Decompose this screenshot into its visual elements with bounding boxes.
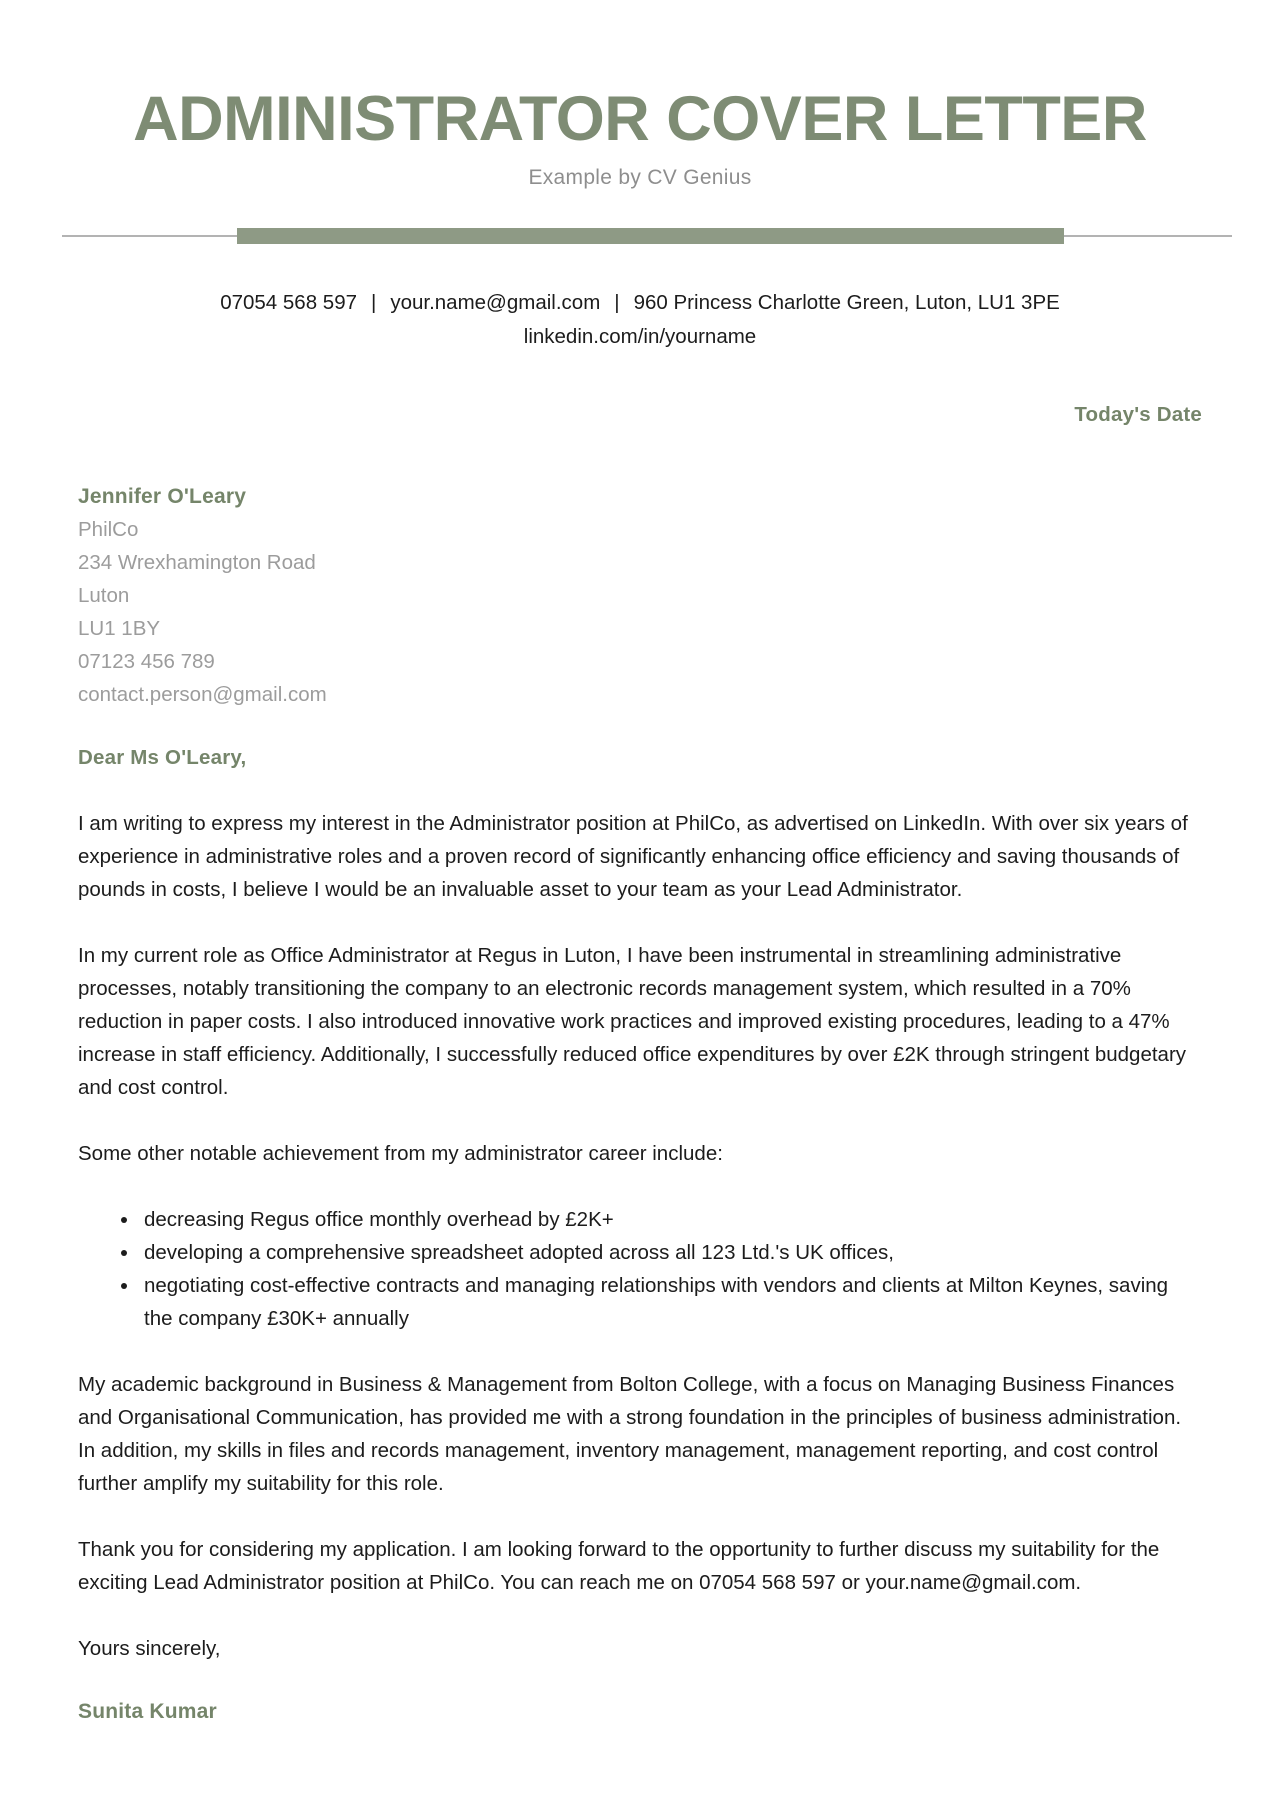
letter-date: Today's Date bbox=[1074, 403, 1202, 426]
recipient-street: 234 Wrexhamington Road bbox=[78, 551, 316, 574]
paragraph-education: My academic background in Business & Management from Bolton College, with a focus on Managing Business Finances and Organisational Communication, has provided me with a strong foundation in the principles of business administration. In addition, my skills in files and records management, inventory management, management reporting, and cost control further amplify my suitability for this role. bbox=[78, 1373, 1182, 1495]
recipient-block bbox=[78, 480, 1202, 711]
recipient-postcode: LU1 1BY bbox=[78, 617, 161, 640]
recipient-email: contact.person@gmail.com bbox=[78, 683, 327, 706]
paragraph-list-intro: Some other notable achievement from my administrator career include: bbox=[78, 1142, 723, 1165]
contact-address: 960 Princess Charlotte Green, Luton, LU1 3PE bbox=[633, 291, 1060, 314]
page-title: ADMINISTRATOR COVER LETTER bbox=[133, 84, 1147, 154]
paragraph-experience: In my current role as Office Administrator at Regus in Luton, I have been instrumental in streamlining administrative processes, notably transitioning the company to an electronic records management system, which resulted in a 70% reduction in paper costs. I also introduced innovative work practices and improved existing procedures, leading to a 47% increase in staff efficiency. Additionally, I successfully reduced office expenditures by over £2K through stringent budgetary and cost control. bbox=[78, 944, 1187, 1099]
recipient-company: PhilCo bbox=[78, 518, 139, 541]
contact-info bbox=[78, 286, 1202, 354]
header-divider bbox=[78, 228, 1202, 244]
page-subtitle: Example by CV Genius bbox=[528, 166, 752, 189]
achievement-item: • developing a comprehensive spreadsheet adopted across all 123 Ltd.'s UK offices, bbox=[140, 1236, 1202, 1269]
paragraph-opening: I am writing to express my interest in the Administrator position at PhilCo, as advertised on LinkedIn. With over six years of experience in administrative roles and a proven record of significantly enhancing office efficiency and saving thousands of pounds in costs, I believe I would be an invaluable asset to your team as your Lead Administrator. bbox=[78, 812, 1188, 901]
salutation: Dear Ms O'Leary, bbox=[78, 746, 247, 769]
contact-separator: | bbox=[614, 291, 620, 314]
contact-phone: 07054 568 597 bbox=[220, 291, 357, 314]
paragraph-closing: Thank you for considering my application. I am looking forward to the opportunity to further discuss my suitability for the exciting Lead Administrator position at PhilCo. You can reach me on 07054 568 597 or your.name@gmail.com. bbox=[78, 1538, 1160, 1594]
recipient-name: Jennifer O'Leary bbox=[78, 485, 247, 508]
contact-line-main bbox=[78, 286, 1202, 320]
contact-email: your.name@gmail.com bbox=[390, 291, 601, 314]
achievement-list bbox=[78, 1203, 1202, 1335]
contact-linkedin: linkedin.com/in/yourname bbox=[523, 325, 757, 348]
contact-separator: | bbox=[371, 291, 377, 314]
divider-accent-bar bbox=[237, 228, 1064, 244]
recipient-city: Luton bbox=[78, 584, 130, 607]
achievement-item: • negotiating cost-effective contracts and managing relationships with vendors and clients at Milton Keynes, saving the company £30K+ annually bbox=[140, 1269, 1202, 1335]
signoff: Yours sincerely, bbox=[78, 1637, 221, 1660]
signature-name: Sunita Kumar bbox=[78, 1700, 217, 1723]
recipient-phone: 07123 456 789 bbox=[78, 650, 215, 673]
achievement-item: • decreasing Regus office monthly overhead by £2K+ bbox=[140, 1203, 1202, 1236]
